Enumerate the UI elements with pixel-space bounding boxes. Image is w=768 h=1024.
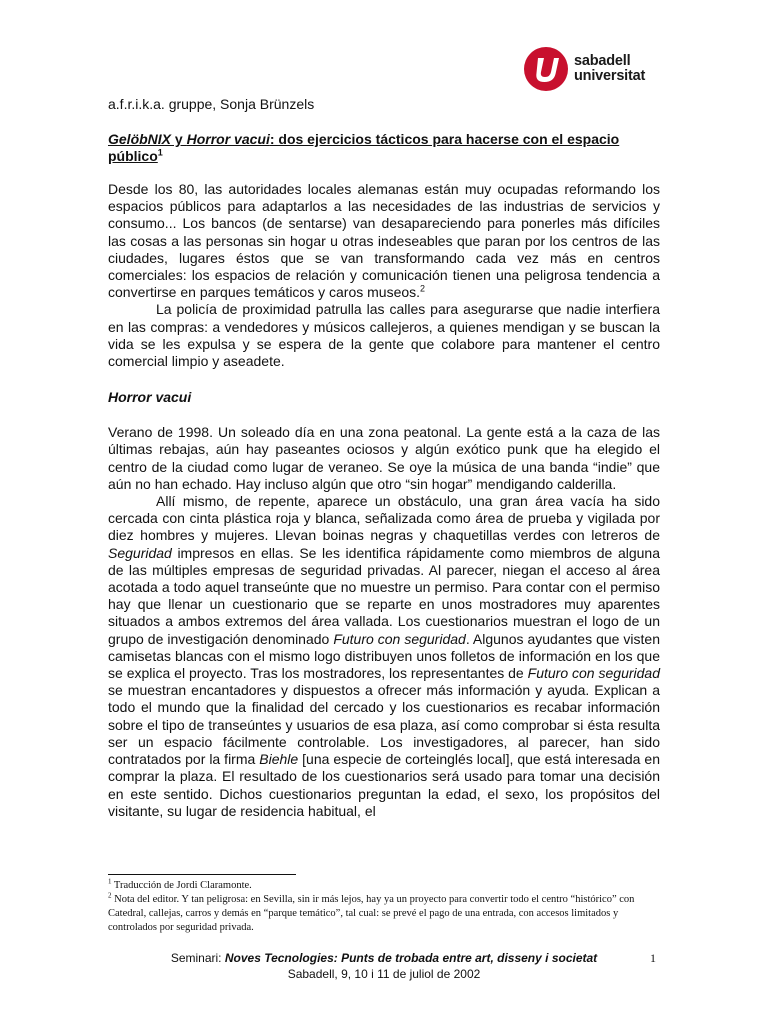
page-footer bbox=[108, 950, 660, 982]
title-subtitle: : dos ejercicios tácticos para hacerse con el espacio público bbox=[108, 131, 620, 164]
title-footnote-ref: 1 bbox=[157, 147, 163, 158]
section-paragraph-1: Verano de 1998. Un soleado día en una zona peatonal. La gente está a la caza de las últimas rebajas, aún hay paseantes ociosos y algún exótico punk que ha elegido el centro de la ciudad como lugar de veraneo. Se oye la música de una banda “indie” que aún no han echado. Hay incluso algún que otro “sin hogar” mendigando calderilla. bbox=[108, 424, 660, 492]
footnote-2 bbox=[108, 893, 660, 935]
article-title bbox=[108, 131, 660, 165]
intro-p1-text: Desde los 80, las autoridades locales alemanas están muy ocupadas reformando los espacios públicos para adaptarlos a las necesidades de las industrias de servicios y consumo... Los bancos (de sentarse) van desapareciendo para ponerles más difíciles las cosas a las personas sin hogar u otras indeseables que paran por los centros de las ciudades, lugares éstos que se van transformando cada vez más en centros comerciales: los espacios de relación y comunicación tienen una peligrosa tendencia a convertirse en parques temáticos y caros museos. bbox=[108, 181, 660, 301]
logo-line-universitat: universitat bbox=[574, 68, 646, 84]
footer-prefix: Seminari: bbox=[170, 951, 225, 965]
sp2-c: impresos en ellas. Se les identifica rápidamente como miembros de alguna de las múltiples empresas de seguridad privadas. Al parecer, niegan el acceso al área acotada a todo aquel transeúnte que no muestre un permiso. Para contar con el permiso hay que llenar un cuestionario que se reparte en unos mostradores muy aparentes situados a ambos extremos del área vallada. Los cuestionarios muestran el logo de un grupo de investigación denominado bbox=[108, 544, 660, 647]
footnote-ref-2: 2 bbox=[420, 283, 426, 294]
footnote-divider bbox=[108, 874, 296, 875]
sabadell-universitat-logo bbox=[524, 46, 664, 92]
intro-paragraph-1 bbox=[108, 181, 660, 301]
footnote-2-num: 2 bbox=[108, 891, 112, 900]
sp2-g: se muestran encantadores y dispuestos a ofrecer más información y ayuda. Explican a todo el mundo que la finalidad del cercado y los cuestionarios es recabar información sobre el tipo de transeúntes y usuarios de esa plaza, así como comprobar si ésta resulta ser un espacio fácilmente controlable. Los investigadores, al parecer, han sido contratados por la firma bbox=[108, 682, 660, 768]
sp2-futuro-1: Futuro con seguridad bbox=[333, 630, 466, 647]
document-page bbox=[108, 92, 660, 820]
title-gelobnix: GelöbNIX bbox=[108, 131, 172, 147]
intro-paragraph-2: La policía de proximidad patrulla las calles para asegurarse que nadie interfiera en las compras: a vendedores y músicos callejeros, a quienes mendigan y se buscan la vida se les expulsa y se espera de la gente que colabore para mantener el centro comercial limpio y aseadete. bbox=[108, 301, 660, 370]
authors-line: a.f.r.i.k.a. gruppe, Sonja Brünzels bbox=[108, 96, 315, 112]
footnote-1-text: Traducción de Jordi Claramonte. bbox=[111, 880, 252, 891]
sp2-a: Allí mismo, de repente, aparece un obstáculo, una gran área vacía ha sido cercada con cinta plástica roja y blanca, señalizada como área de prueba y vigilada por diez hombres y mujeres. Llevan boinas negras y chaquetillas verdes con letreros de bbox=[108, 493, 660, 544]
sp2-i: [una especie de corteinglés local], que está interesada en comprar la plaza. El resultado de los cuestionarios será usado para tomar una decisión en este sentido. Dichos cuestionarios preguntan la edad, el sexo, los propósitos del visitante, su lugar de residencia habitual, el bbox=[108, 751, 660, 819]
footnotes bbox=[108, 874, 660, 935]
footer-seminar-line bbox=[108, 950, 660, 966]
university-emblem-icon bbox=[524, 47, 568, 91]
sp2-futuro-2: Futuro con seguridad bbox=[527, 665, 660, 682]
footer-series-title: Noves Tecnologies: Punts de trobada entre art, disseny i societat bbox=[224, 951, 598, 965]
footer-place-date: Sabadell, 9, 10 i 11 de juliol de 2002 bbox=[287, 967, 481, 981]
logo-line-sabadell: sabadell bbox=[574, 53, 631, 69]
title-conjunction: y bbox=[171, 131, 187, 147]
footnote-1-num: 1 bbox=[108, 877, 112, 886]
logo-wordmark bbox=[574, 54, 645, 84]
section-paragraph-2 bbox=[108, 493, 660, 820]
sp2-seguridad: Seguridad bbox=[108, 544, 172, 561]
page-number: 1 bbox=[650, 951, 656, 965]
section-heading: Horror vacui bbox=[108, 389, 192, 406]
sp2-biehle: Biehle bbox=[259, 751, 299, 768]
footnote-2-text: Nota del editor. Y tan peligrosa: en Sevilla, sin ir más lejos, hay ya un proyecto para convertir todo el centro “histórico” con Catedral, callejas, carros y demás en “parque temático”, tal cual: se prevé el pago de una entrada, con accesos limitados y controlados por seguridad privada. bbox=[108, 894, 635, 933]
footnote-1 bbox=[108, 879, 660, 893]
sp2-e: . Algunos ayudantes que visten camisetas blancas con el mismo logo distribuyen unos folletos de información en los que se explica el proyecto. Tras los mostradores, los representantes de bbox=[108, 630, 660, 682]
title-horror-vacui: Horror vacui bbox=[186, 131, 270, 147]
title-underlined bbox=[108, 131, 619, 164]
